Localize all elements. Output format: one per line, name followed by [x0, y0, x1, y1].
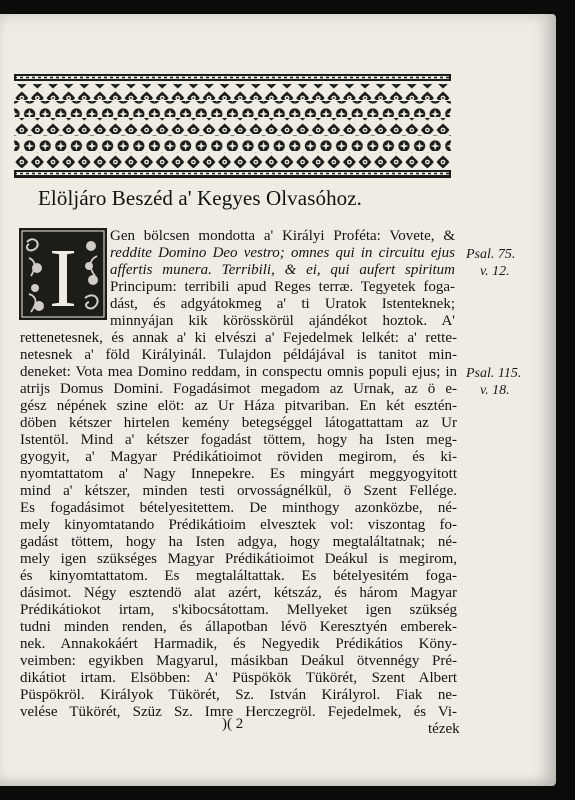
text-line: atrijs Domus Domini. Fogadásimot megadom az Urnak, az ö e- — [20, 381, 457, 397]
margin-note: Psal. 115. v. 18. — [466, 366, 522, 398]
decorated-initial — [19, 228, 107, 320]
text-line: veimben: egyikben Magyarul, másikban Deákul ötvennégy Pré- — [20, 653, 457, 669]
text-line: Es fogadásimot bételyesitettem. De minthogy azonközbe, né- — [20, 500, 457, 516]
ornament-band — [14, 74, 451, 178]
text-line: Gen bölcsen mondotta a' Királyi Proféta: Vovete, & — [110, 228, 455, 244]
signature-mark: )( 2 — [222, 716, 244, 732]
catchword: tézek — [428, 721, 460, 737]
text-line: gadást töttem, hogy ha Isten adgya, hogy megtaláltatnak; né- — [20, 534, 457, 550]
text-line: nyomtattatom a' Nagy Innepekre. Es mingyárt meggyogyitott — [20, 466, 457, 482]
text-line: mely kinyomtatando Prédikátioim elvesztek vol: viszontag fo- — [20, 517, 457, 533]
text-line: és kinyomtattatom. Es megtaláltattak. Es bételyesitém foga- — [20, 568, 457, 584]
text-line: tudni minden renden, és állapotban lévö Keresztyén emberek- — [20, 619, 457, 635]
text-line: velése Tükörét, Szüz Sz. Imre Herczegröl. Fejedelmek, és Vi- — [20, 704, 457, 720]
text-line: affertis munera. Terribili, & ei, qui aufert spiritum — [110, 262, 455, 278]
text-line: Püspökröl. Királyok Tükörét, Sz. István Királyrol. Fiak ne- — [20, 687, 457, 703]
text-line: gyogyit, a' Magyar Prédikátioimot röviden megirom, és ki- — [20, 449, 457, 465]
text-line: deneket: Vota mea Domino reddam, in conspectu omnis populi ejus; in — [20, 364, 457, 380]
text-line: netesnek a' föld Királyinál. Tulajdon példájával is tanitot min- — [20, 347, 457, 363]
text-line: mely igen szükséges Magyar Prédikátioimot Deákul is megirom, — [20, 551, 457, 567]
text-line: reddite Domino Deo vestro; omnes qui in circuitu ejus — [110, 245, 455, 261]
page-heading: Elöljáro Beszéd a' Kegyes Olvasóhoz. — [38, 186, 363, 210]
text-line: mind a' kétszer, minden testi orvosságnélkül, ö Szent Fellége. — [20, 483, 457, 499]
text-line: döben kétszer hirtelen kemény betegséggel látogattattam az Ur — [20, 415, 457, 431]
text-line: minnyájan kik körösskörül ajándékot hoztok. A' — [110, 313, 455, 329]
text-line: gész népének szine elöt: az Ur Háza pitvariban. En két esztén- — [20, 398, 457, 414]
text-line: Principum: terribili apud Reges terræ. Tegyetek foga- — [110, 279, 455, 295]
text-line: dást, és adgyátokmeg a' ti Uratok Istenteknek; — [110, 296, 455, 312]
book-page — [0, 14, 556, 786]
text-line: nek. Annakokáért Harmadik, és Negyedik Prédikátios Köny- — [20, 636, 457, 652]
text-line: rettenetesnek, és annak a' ki elvészi a' Fejedelmek lelkét: a' rette- — [20, 330, 457, 346]
text-line: Prédikátiokot irtam, s'kibocsátottam. Mellyeket igen szükség — [20, 602, 457, 618]
margin-note: Psal. 75. v. 12. — [466, 247, 516, 279]
text-line: dásimot. Négy esztendö alat azért, kétszáz, és három Magyar — [20, 585, 457, 601]
initial-letter: I — [49, 232, 77, 320]
text-line: Istentöl. Mind a' kétszer fogadást töttem, hogy ha Isten meg- — [20, 432, 457, 448]
text-line: dikátiot irtam. Elsöbben: A' Püspökök Tükörét, Szent Albert — [20, 670, 457, 686]
